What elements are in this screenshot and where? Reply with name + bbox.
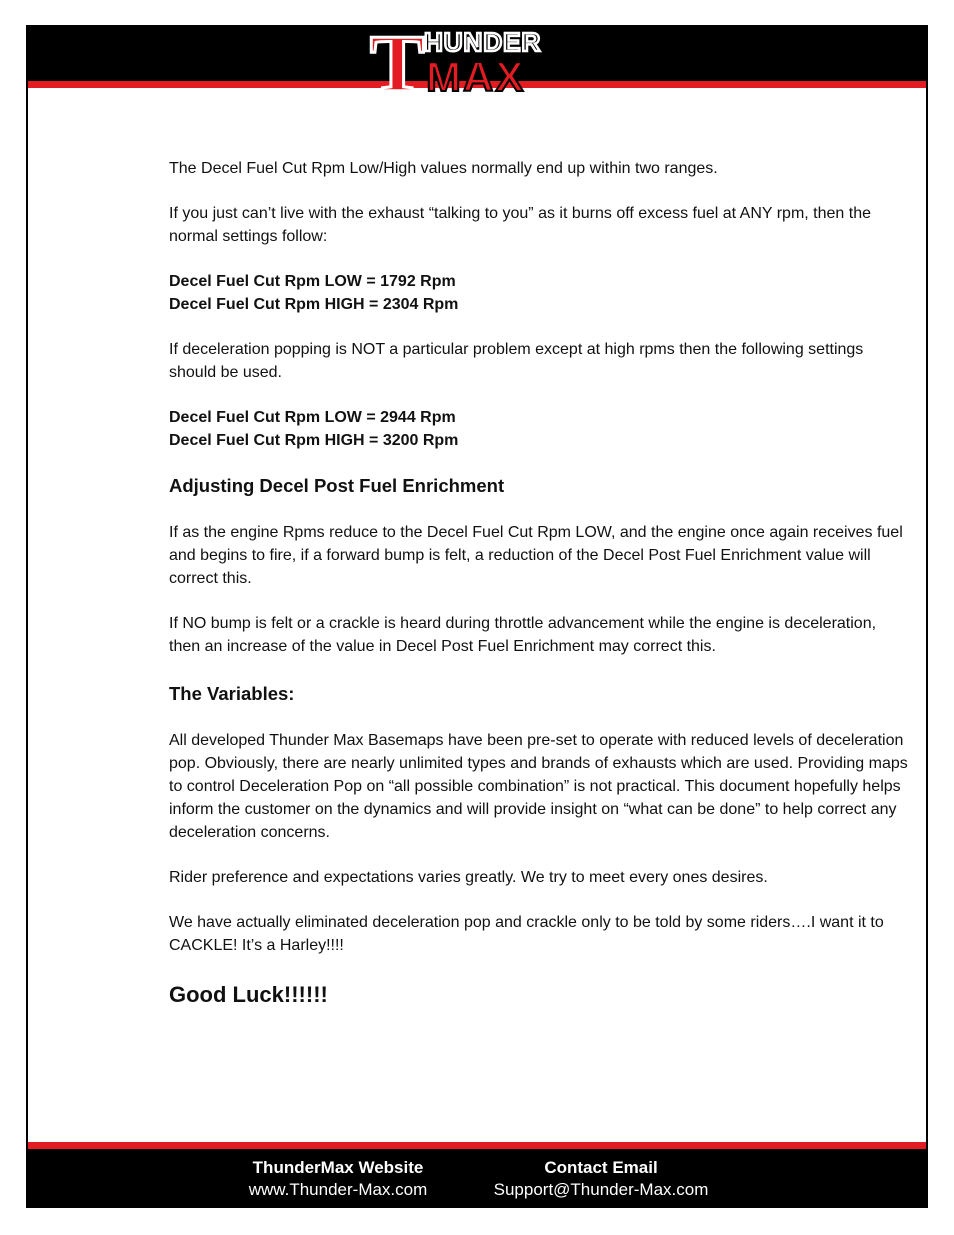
setting-high-1: Decel Fuel Cut Rpm HIGH = 2304 Rpm [169, 296, 459, 313]
setting-low-1: Decel Fuel Cut Rpm LOW = 1792 Rpm [169, 273, 456, 290]
closing-line: Good Luck!!!!!! [169, 982, 328, 1007]
footer-red-stripe [28, 1142, 926, 1149]
heading-variables: The Variables: [169, 683, 295, 704]
paragraph: If as the engine Rpms reduce to the Decel Fuel Cut Rpm LOW, and the engine once again receives fuel and begins to fire, if a forward bump is felt, a reduction of the Decel Post Fuel Enrichment value will correct this. [169, 524, 903, 587]
footer-bar [28, 1149, 926, 1206]
footer-website-link[interactable]: www.Thunder-Max.com [248, 1180, 428, 1199]
paragraph: If deceleration popping is NOT a particular problem except at high rpms then the following settings should be used. [169, 341, 864, 381]
setting-low-2: Decel Fuel Cut Rpm LOW = 2944 Rpm [169, 409, 456, 426]
footer-contact-title: Contact Email [544, 1158, 658, 1177]
page-frame [26, 21, 928, 1208]
paragraph: We have actually eliminated deceleration pop and crackle only to be told by some riders….I want it to CACKLE! It’s a Harley!!!! [169, 914, 884, 954]
footer-email-link[interactable]: Support@Thunder-Max.com [493, 1180, 709, 1199]
logo-letter-t: T [370, 21, 425, 95]
paragraph: If you just can’t live with the exhaust “talking to you” as it burns off excess fuel at ANY rpm, then the normal settings follow: [169, 205, 871, 245]
thundermax-logo [366, 21, 592, 95]
setting-high-2: Decel Fuel Cut Rpm HIGH = 3200 Rpm [169, 432, 459, 449]
paragraph: If NO bump is felt or a crackle is heard during throttle advancement while the engine is deceleration, then an increase of the value in Decel Post Fuel Enrichment may correct this. [169, 615, 877, 655]
footer-contact [476, 1157, 726, 1201]
logo-max: MAX [426, 53, 526, 95]
heading-adjusting: Adjusting Decel Post Fuel Enrichment [169, 475, 505, 496]
paragraph: The Decel Fuel Cut Rpm Low/High values normally end up within two ranges. [169, 160, 718, 177]
paragraph: Rider preference and expectations varies greatly. We try to meet every ones desires. [169, 869, 768, 886]
footer-website [218, 1157, 458, 1201]
logo-hunder: HUNDER [424, 27, 542, 57]
document-body [169, 157, 909, 1010]
paragraph: All developed Thunder Max Basemaps have been pre-set to operate with reduced levels of deceleration pop. Obviously, there are nearly unlimited types and brands of exhausts which are used. Providing maps to control Deceleration Pop on “all possible combination” is not practical. This document hopefully helps inform the customer on the dynamics and will provide insight on “what can be done” to help correct any deceleration concerns. [169, 732, 908, 841]
footer-website-title: ThunderMax Website [252, 1158, 424, 1177]
